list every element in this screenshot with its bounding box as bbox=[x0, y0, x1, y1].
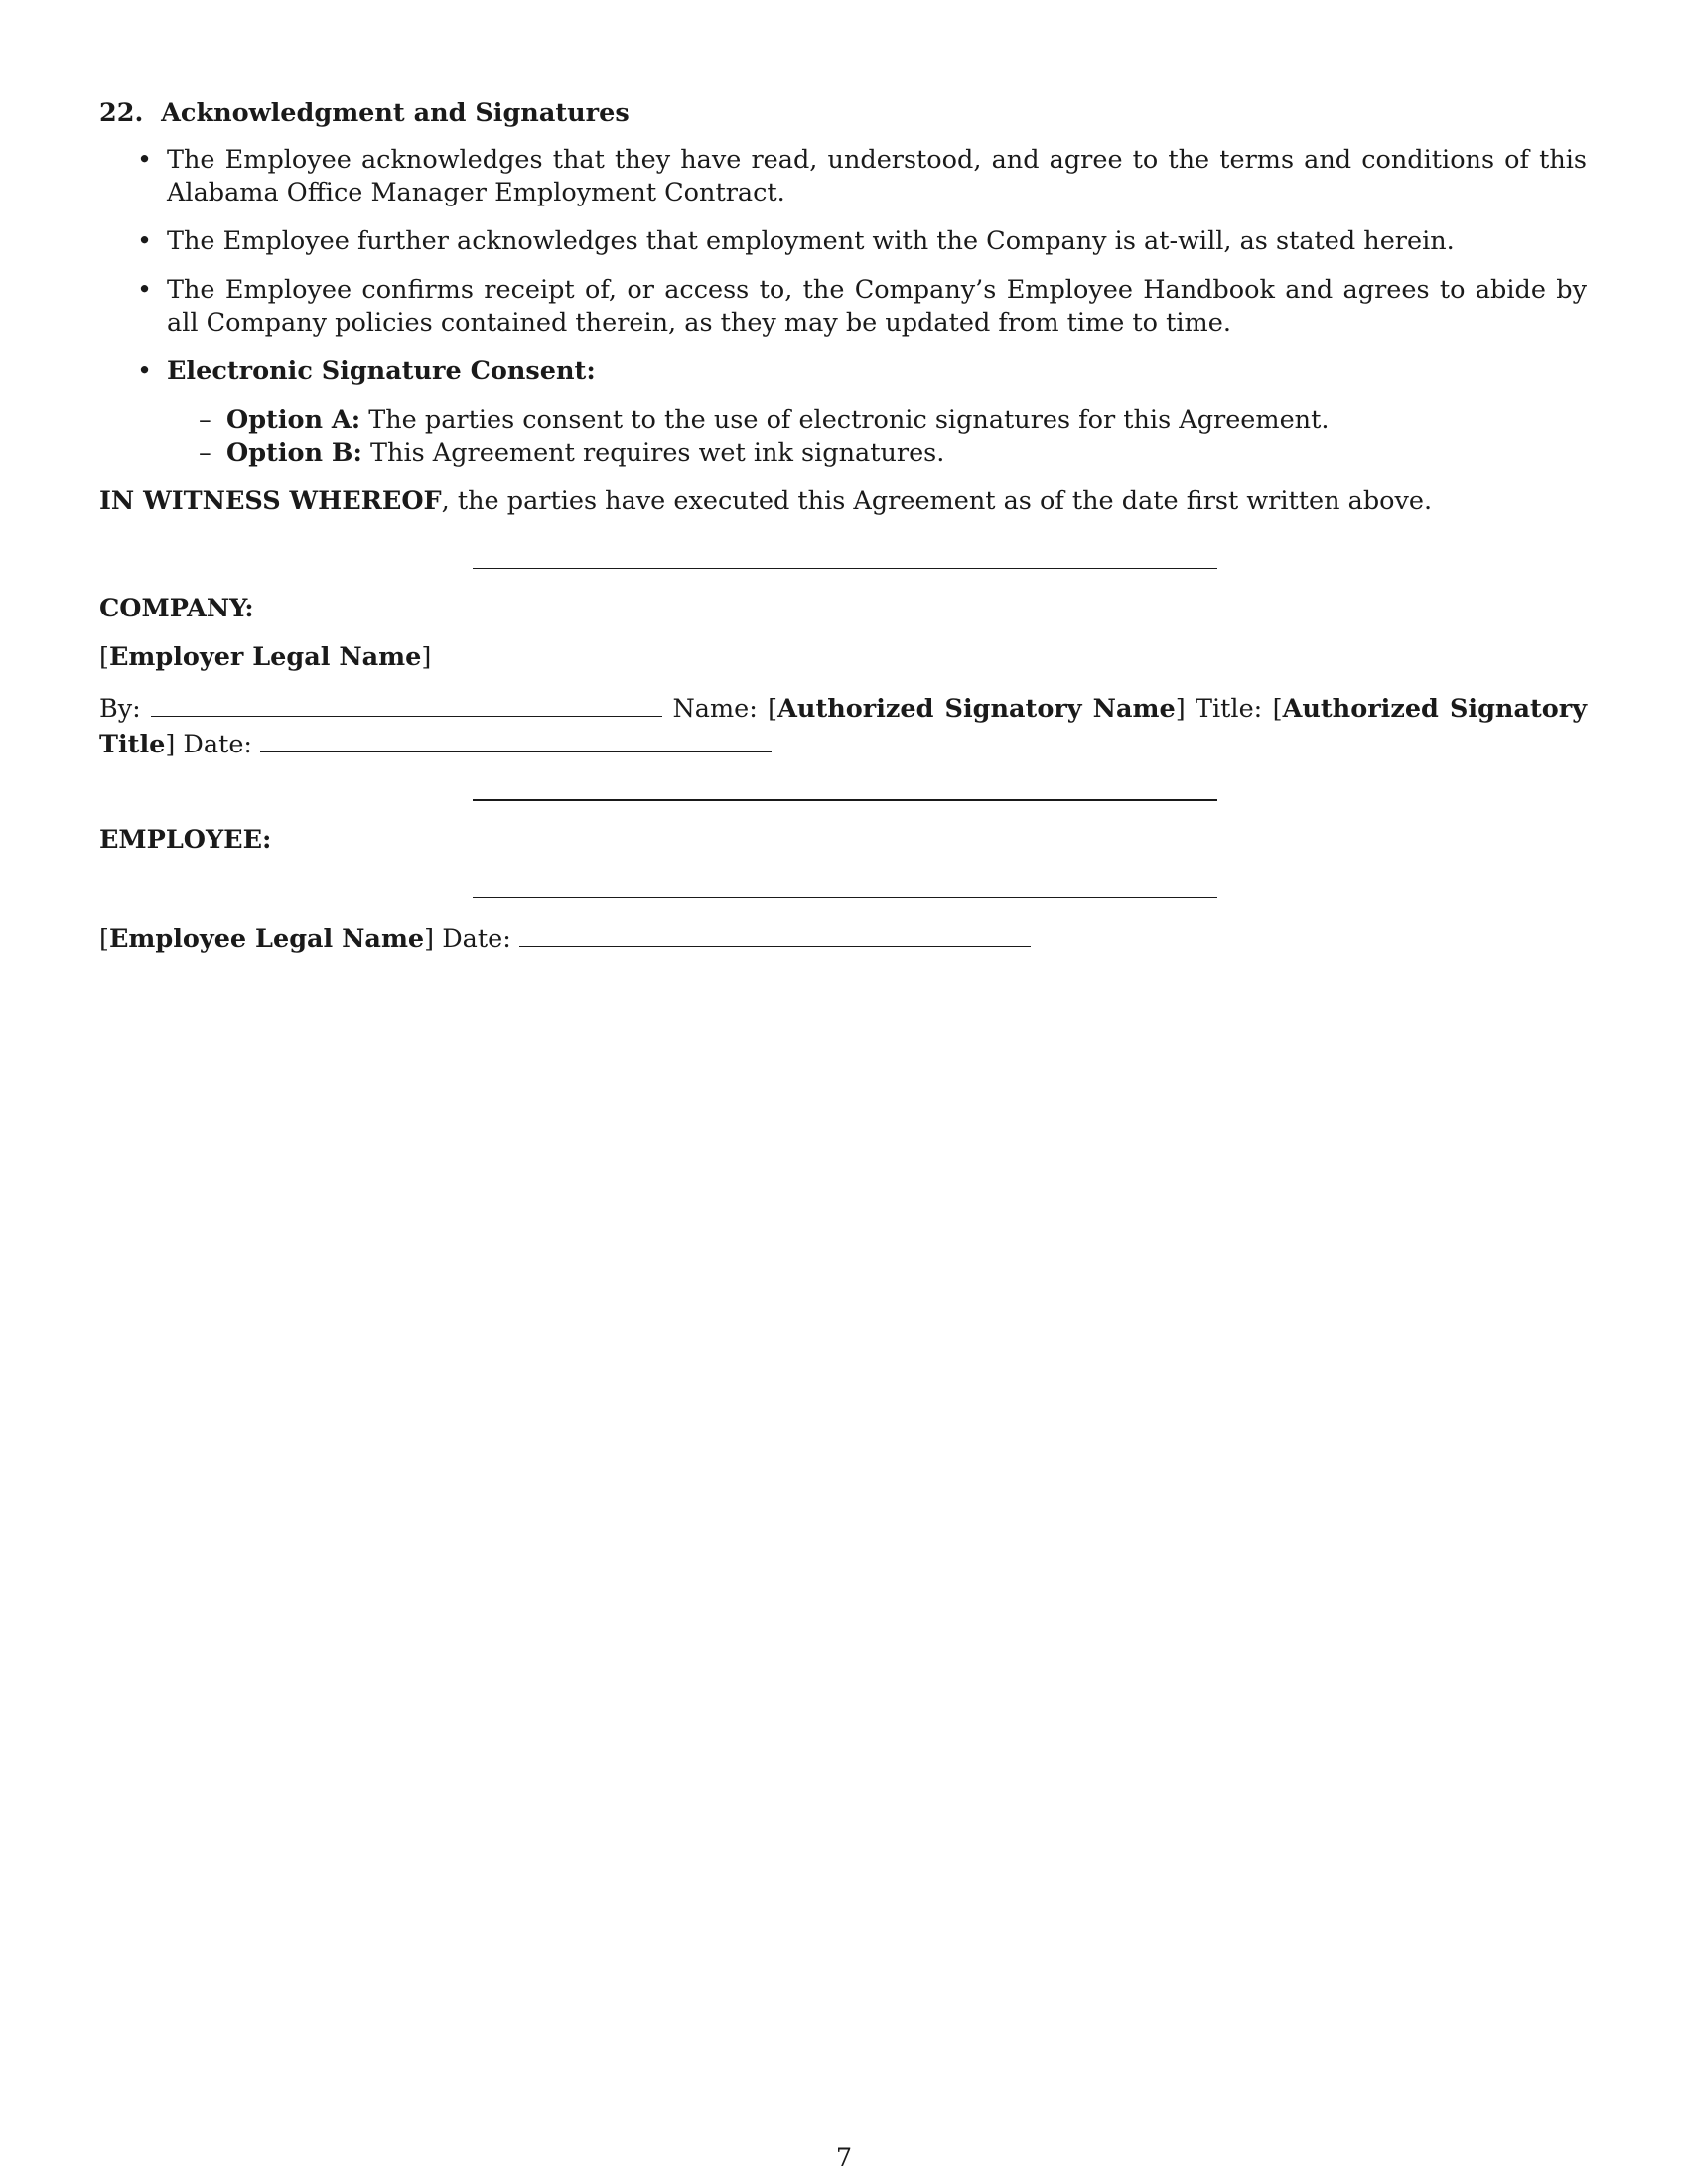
company-signature-line: By: Name: [Authorized Signatory Name] Title: [Authorized Signatory Title] Date: bbox=[99, 690, 1587, 761]
list-item-esign bbox=[99, 355, 1587, 470]
company-heading: COMPANY: bbox=[99, 594, 254, 623]
employer-legal-name: [Employer Legal Name] bbox=[99, 642, 432, 672]
acknowledgment-list bbox=[99, 144, 1587, 470]
company-date-blank[interactable] bbox=[260, 726, 772, 752]
section-title: Acknowledgment and Signatures bbox=[161, 98, 630, 128]
employee-legal-name: Employee Legal Name bbox=[108, 924, 425, 954]
signature-divider bbox=[473, 568, 1217, 569]
employee-date-blank[interactable] bbox=[519, 920, 1031, 947]
esign-option-a: – Option A: The parties consent to the use of electronic signatures for this Agreement. bbox=[167, 404, 1587, 437]
employee-heading: EMPLOYEE: bbox=[99, 825, 272, 855]
company-signature-blank[interactable] bbox=[151, 690, 662, 717]
list-item: • The Employee further acknowledges that employment with the Company is at-will, as stated herein. bbox=[99, 225, 1587, 258]
section-heading bbox=[99, 97, 1587, 130]
list-item: • The Employee confirms receipt of, or access to, the Company’s Employee Handbook and agrees to abide by all Company policies contained therein, as they may be updated from time to time. bbox=[99, 274, 1587, 340]
document-page bbox=[99, 97, 1587, 518]
list-item: • The Employee acknowledges that they have read, understood, and agree to the terms and conditions of this Alabama Office Manager Employment Contract. bbox=[99, 144, 1587, 209]
section-number: 22. bbox=[99, 98, 144, 128]
signature-divider bbox=[473, 799, 1217, 801]
esign-option-b: – Option B: This Agreement requires wet ink signatures. bbox=[167, 437, 1587, 470]
esign-label: Electronic Signature Consent: bbox=[167, 356, 596, 386]
signature-divider bbox=[473, 897, 1217, 898]
company-block bbox=[99, 593, 1587, 761]
esign-options bbox=[167, 404, 1587, 470]
page-number: 7 bbox=[835, 2143, 853, 2173]
employee-signature-line: [Employee Legal Name] Date: bbox=[99, 920, 1587, 956]
witness-clause: IN WITNESS WHEREOF, the parties have executed this Agreement as of the date first written above. bbox=[99, 486, 1433, 516]
employee-block bbox=[99, 824, 1587, 857]
